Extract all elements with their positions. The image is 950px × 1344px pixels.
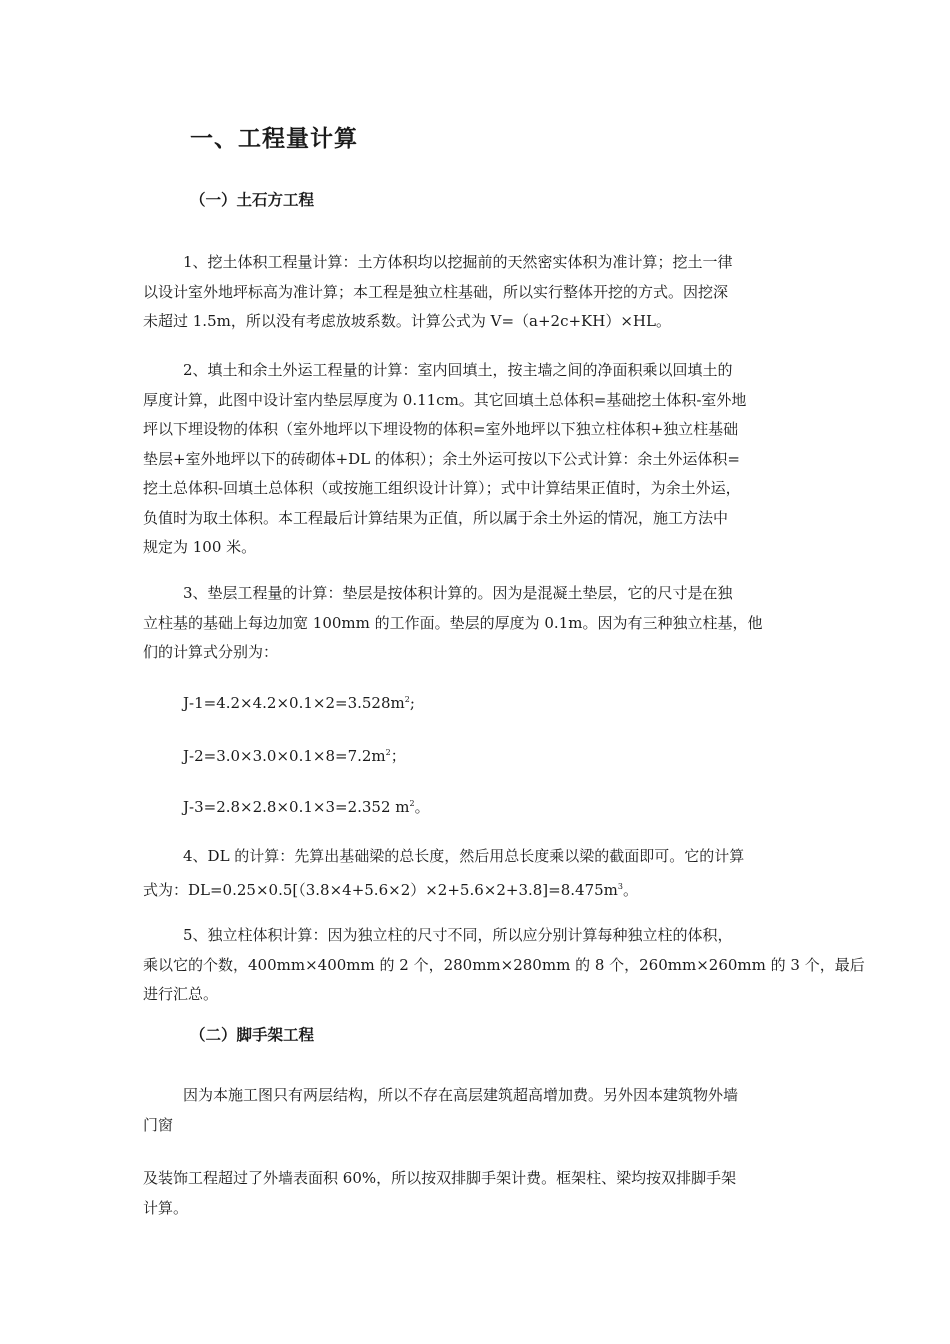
text-line: 坪以下埋设物的体积（室外地坪以下埋设物的体积=室外地坪以下独立柱体积+独立柱基础 — [143, 420, 739, 438]
formula-j3: J-3=2.8×2.8×0.1×3=2.352 $m^2$。 — [183, 798, 430, 816]
page-title: 一、工程量计算 — [190, 126, 358, 152]
text-line: 4、DL 的计算：先算出基础梁的总长度，然后用总长度乘以梁的截面即可。它的计算 — [183, 847, 745, 865]
formula-j1: $J-1=4.2\times 4.2\times 0.1\times 2=3.528m^2$; — [183, 694, 415, 712]
text-line: 2、填土和余土外运工程量的计算：室内回填土，按主墙之间的净面积乘以回填土的 — [183, 361, 733, 379]
text-line: 因为本施工图只有两层结构，所以不存在高层建筑超高增加费。另外因本建筑物外墙 — [183, 1086, 739, 1104]
text-line: 负值时为取土体积。本工程最后计算结果为正值，所以属于余土外运的情况，施工方法中 — [143, 508, 729, 527]
paragraph-ground-beam — [143, 842, 823, 905]
text-line: 1、挖土体积工程量计算：土方体积均以挖掘前的天然密实体积为准计算；挖土一律 — [183, 253, 733, 271]
paragraph-cushion — [143, 579, 823, 668]
text-line: 计算。 — [143, 1198, 189, 1217]
text-line: 垫层+室外地坪以下的砖砌体+DL 的体积）；余土外运可按以下公式计算：余土外运体积= — [143, 449, 740, 468]
paragraph-backfill — [143, 356, 823, 563]
paragraph-scaffold-1 — [143, 1081, 823, 1140]
text-line: 门窗 — [143, 1115, 174, 1134]
formula-j2: $J-2=3.0\times 3.0\times 0.1\times 8=7.2m^2$； — [183, 747, 406, 765]
text-line: 进行汇总。 — [143, 985, 219, 1003]
text-line: 规定为 100 米。 — [143, 538, 257, 556]
text-line: 3、垫层工程量的计算：垫层是按体积计算的。因为是混凝土垫层，它的尺寸是在独 — [183, 584, 733, 602]
paragraph-excavation — [143, 248, 823, 337]
text-line: 式为：$DL=0.25\times 0.5[(3.8\times 4+5.6\times 2)\times 2+5.6\times 2+3.8]=8.475m^3$。 — [143, 880, 638, 899]
text-line: 立柱基的基础上每边加宽 100mm 的工作面。垫层的厚度为 0.1m。因为有三种独立柱基，他 — [143, 613, 763, 632]
text-line: 未超过 1.5m，所以没有考虑放坡系数。计算公式为 V=（a+2c+KH）×HL。 — [143, 312, 671, 330]
text-line: 乘以它的个数，400mm×400mm 的 2 个，280mm×280mm 的 8 个，260mm×260mm 的 3 个，最后 — [143, 955, 865, 974]
text-line: 厚度计算，此图中设计室内垫层厚度为 0.11cm。其它回填土总体积=基础挖土体积-室外地 — [143, 390, 747, 409]
text-line: 5、独立柱体积计算：因为独立柱的尺寸不同，所以应分别计算每种独立柱的体积， — [183, 926, 733, 944]
text-line: 挖土总体积-回填土总体积（或按施工组织设计计算）；式中计算结果正值时，为余土外运， — [143, 479, 741, 497]
paragraph-column-volume — [143, 921, 865, 1010]
text-line: 以设计室外地坪标高为准计算；本工程是独立柱基础，所以实行整体开挖的方式。因挖深 — [143, 282, 729, 301]
text-line: 及装饰工程超过了外墙表面积 60%，所以按双排脚手架计费。框架柱、梁均按双排脚手架 — [143, 1169, 737, 1187]
section-heading-earthwork: （一）土石方工程 — [190, 191, 315, 209]
paragraph-scaffold-2 — [143, 1164, 823, 1223]
section-heading-scaffold: （二）脚手架工程 — [190, 1026, 315, 1044]
text-line: 们的计算式分别为： — [143, 643, 279, 661]
